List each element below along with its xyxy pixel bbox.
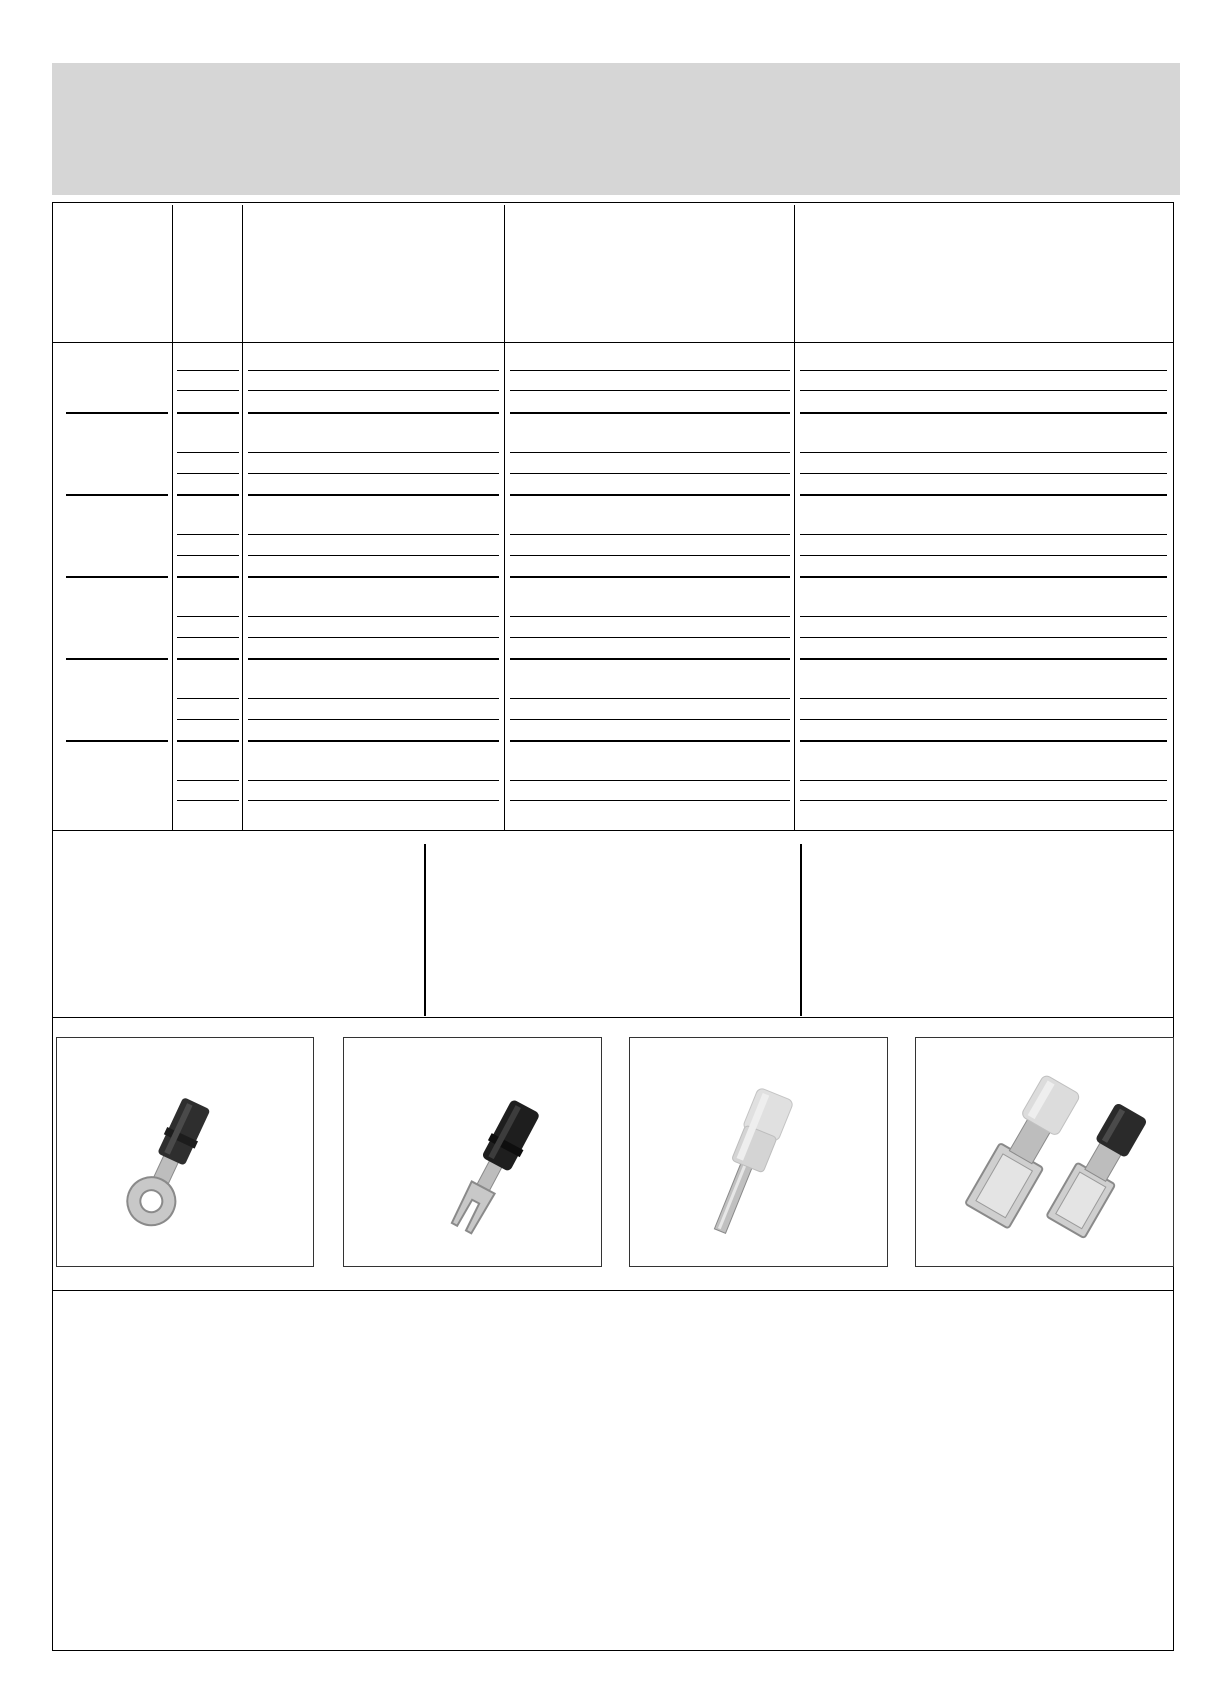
table-row-rule bbox=[510, 719, 790, 720]
table-bottom-rule bbox=[52, 830, 1174, 831]
table-row-rule bbox=[800, 637, 1167, 638]
table-row-rule bbox=[510, 452, 790, 453]
table-row-rule bbox=[248, 534, 499, 535]
table-group-rule bbox=[66, 658, 168, 660]
table-row-rule bbox=[177, 452, 239, 453]
frame-bottom bbox=[52, 1650, 1174, 1651]
table-group-rule bbox=[510, 412, 790, 414]
table-row-rule bbox=[800, 616, 1167, 617]
table-column-divider bbox=[794, 205, 795, 830]
table-group-rule bbox=[248, 412, 499, 414]
table-group-rule bbox=[248, 494, 499, 496]
ring-terminal-icon bbox=[57, 1038, 313, 1266]
table-column-divider bbox=[242, 205, 243, 830]
table-group-rule bbox=[248, 658, 499, 660]
middle-divider bbox=[424, 844, 426, 1016]
table-row-rule bbox=[248, 370, 499, 371]
middle-bottom-rule bbox=[52, 1017, 1174, 1018]
table-column-divider bbox=[504, 205, 505, 830]
table-row-rule bbox=[510, 800, 790, 801]
table-row-rule bbox=[177, 616, 239, 617]
table-row-rule bbox=[800, 555, 1167, 556]
pin-terminal-icon bbox=[630, 1038, 887, 1266]
table-group-rule bbox=[800, 494, 1167, 496]
table-row-rule bbox=[800, 719, 1167, 720]
table-row-rule bbox=[177, 637, 239, 638]
table-row-rule bbox=[177, 473, 239, 474]
table-row-rule bbox=[248, 698, 499, 699]
female-disconnect-icon bbox=[916, 1038, 1173, 1266]
table-row-rule bbox=[510, 698, 790, 699]
table-row-rule bbox=[510, 534, 790, 535]
table-row-rule bbox=[800, 452, 1167, 453]
table-group-rule bbox=[177, 740, 239, 742]
table-group-rule bbox=[177, 576, 239, 578]
table-row-rule bbox=[248, 719, 499, 720]
table-group-rule bbox=[66, 576, 168, 578]
table-row-rule bbox=[177, 780, 239, 781]
table-group-rule bbox=[800, 658, 1167, 660]
middle-divider bbox=[800, 844, 802, 1016]
table-group-rule bbox=[66, 412, 168, 414]
table-group-rule bbox=[248, 740, 499, 742]
product-photo-pin-terminal bbox=[629, 1037, 888, 1267]
table-group-rule bbox=[510, 658, 790, 660]
table-row-rule bbox=[800, 780, 1167, 781]
table-group-rule bbox=[800, 412, 1167, 414]
table-row-rule bbox=[800, 473, 1167, 474]
table-row-rule bbox=[248, 637, 499, 638]
table-row-rule bbox=[510, 370, 790, 371]
table-group-rule bbox=[177, 412, 239, 414]
table-row-rule bbox=[800, 390, 1167, 391]
table-row-rule bbox=[177, 370, 239, 371]
table-group-rule bbox=[66, 740, 168, 742]
table-row-rule bbox=[248, 452, 499, 453]
table-row-rule bbox=[510, 780, 790, 781]
table-row-rule bbox=[177, 555, 239, 556]
spade-terminal-icon bbox=[344, 1038, 601, 1266]
table-header-rule bbox=[52, 342, 1174, 343]
table-group-rule bbox=[800, 740, 1167, 742]
table-group-rule bbox=[177, 658, 239, 660]
table-row-rule bbox=[248, 473, 499, 474]
table-column-divider bbox=[172, 205, 173, 830]
table-row-rule bbox=[248, 555, 499, 556]
table-row-rule bbox=[800, 800, 1167, 801]
table-row-rule bbox=[177, 698, 239, 699]
table-row-rule bbox=[510, 637, 790, 638]
photos-bottom-rule bbox=[52, 1290, 1174, 1291]
table-group-rule bbox=[248, 576, 499, 578]
table-row-rule bbox=[177, 800, 239, 801]
table-group-rule bbox=[800, 576, 1167, 578]
table-row-rule bbox=[800, 370, 1167, 371]
table-row-rule bbox=[510, 390, 790, 391]
table-row-rule bbox=[510, 616, 790, 617]
table-group-rule bbox=[510, 740, 790, 742]
table-row-rule bbox=[177, 534, 239, 535]
table-row-rule bbox=[510, 473, 790, 474]
table-row-rule bbox=[510, 555, 790, 556]
table-group-rule bbox=[510, 576, 790, 578]
table-group-rule bbox=[510, 494, 790, 496]
table-group-rule bbox=[66, 494, 168, 496]
table-group-rule bbox=[177, 494, 239, 496]
table-row-rule bbox=[800, 698, 1167, 699]
table-row-rule bbox=[177, 719, 239, 720]
table-row-rule bbox=[800, 534, 1167, 535]
table-row-rule bbox=[177, 390, 239, 391]
middle-section bbox=[52, 832, 1174, 1016]
table-row-rule bbox=[248, 780, 499, 781]
product-photo-ring-terminal bbox=[56, 1037, 314, 1267]
spec-table bbox=[52, 202, 1174, 828]
product-photo-female-disconnect bbox=[915, 1037, 1174, 1267]
header-banner bbox=[52, 63, 1180, 195]
table-row-rule bbox=[248, 800, 499, 801]
table-row-rule bbox=[248, 616, 499, 617]
product-photo-spade-terminal bbox=[343, 1037, 602, 1267]
table-row-rule bbox=[248, 390, 499, 391]
